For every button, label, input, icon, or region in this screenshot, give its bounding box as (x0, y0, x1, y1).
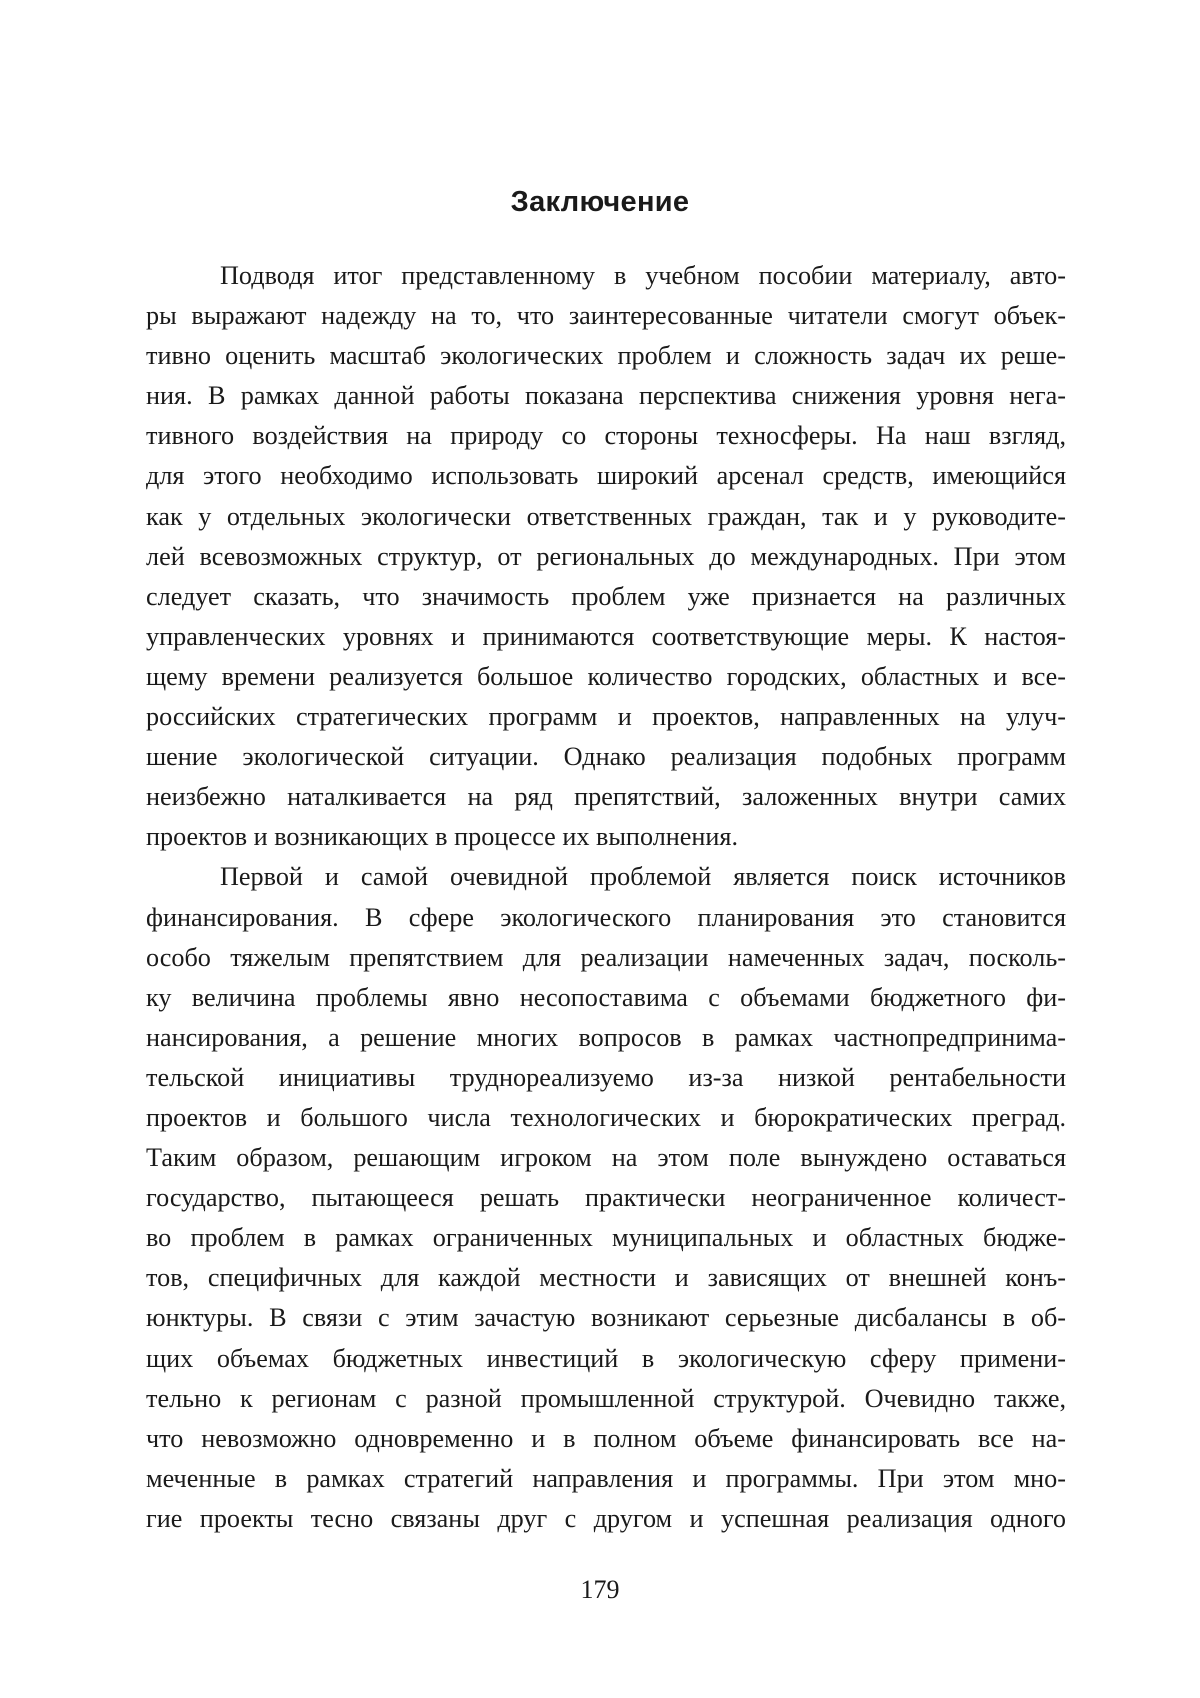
text-line: что невозможно одновременно и в полном объеме финансировать все на- (146, 1423, 1066, 1453)
text-line: следует сказать, что значимость проблем уже признается на различных (146, 581, 1066, 611)
text-line: лей всевозможных структур, от региональных до международных. При этом (146, 541, 1066, 571)
text-line: государство, пытающееся решать практически неограниченное количест- (146, 1183, 1066, 1213)
text-line: тов, специфичных для каждой местности и зависящих от внешней конъ- (146, 1263, 1066, 1293)
text-line: управленческих уровнях и принимаются соответствующие меры. К настоя- (146, 621, 1066, 651)
text-line: для этого необходимо использовать широкий арсенал средств, имеющийся (146, 461, 1066, 491)
text-line: неизбежно наталкивается на ряд препятствий, заложенных внутри самих (146, 782, 1066, 812)
text-line: меченные в рамках стратегий направления и программы. При этом мно- (146, 1463, 1066, 1493)
text-line: тельно к регионам с разной промышленной структурой. Очевидно также, (146, 1383, 1066, 1413)
chapter-title: Заключение (510, 186, 690, 218)
text-line: как у отдельных экологически ответственных граждан, так и у руководите- (146, 501, 1066, 531)
text-line: щему времени реализуется большое количество городских, областных и все- (146, 661, 1066, 691)
text-line: юнктуры. В связи с этим зачастую возникают серьезные дисбалансы в об- (146, 1303, 1066, 1333)
text-line: ры выражают надежду на то, что заинтересованные читатели смогут объек- (146, 301, 1066, 331)
text-line: щих объемах бюджетных инвестиций в экологическую сферу примени- (146, 1343, 1066, 1373)
text-line: Первой и самой очевидной проблемой является поиск источников (220, 862, 1066, 892)
text-line: нансирования, а решение многих вопросов в рамках частнопредпринима- (146, 1022, 1066, 1052)
text-line: во проблем в рамках ограниченных муниципальных и областных бюдже- (146, 1223, 1066, 1253)
text-line: Подводя итог представленному в учебном пособии материалу, авто- (220, 261, 1066, 290)
text-line: финансирования. В сфере экологического планирования это становится (146, 902, 1066, 932)
paragraph (146, 256, 1066, 857)
text-line: шение экологической ситуации. Однако реализация подобных программ (146, 742, 1066, 772)
text-line: ния. В рамках данной работы показана перспектива снижения уровня нега- (146, 381, 1066, 411)
text-line: проектов и большого числа технологических и бюрократических преград. (146, 1102, 1066, 1132)
text-line: тивно оценить масштаб экологических проблем и сложность задач их реше- (146, 341, 1066, 371)
text-line: тельской инициативы труднореализуемо из-за низкой рентабельности (146, 1062, 1066, 1092)
text-line: проектов и возникающих в процессе их выполнения. (146, 822, 739, 852)
body-text (146, 256, 1066, 1539)
text-line: российских стратегических программ и проектов, направленных на улуч- (146, 702, 1066, 732)
text-line: ку величина проблемы явно несопоставима с объемами бюджетного фи- (146, 982, 1066, 1012)
paragraph (146, 857, 1066, 1539)
page-number: 179 (580, 1575, 620, 1604)
text-line: особо тяжелым препятствием для реализации намеченных задач, посколь- (146, 942, 1066, 972)
text-line: гие проекты тесно связаны друг с другом и успешная реализация одного (146, 1503, 1066, 1533)
text-line: Таким образом, решающим игроком на этом поле вынуждено оставаться (146, 1143, 1066, 1173)
text-line: тивного воздействия на природу со стороны техносферы. На наш взгляд, (146, 421, 1066, 451)
